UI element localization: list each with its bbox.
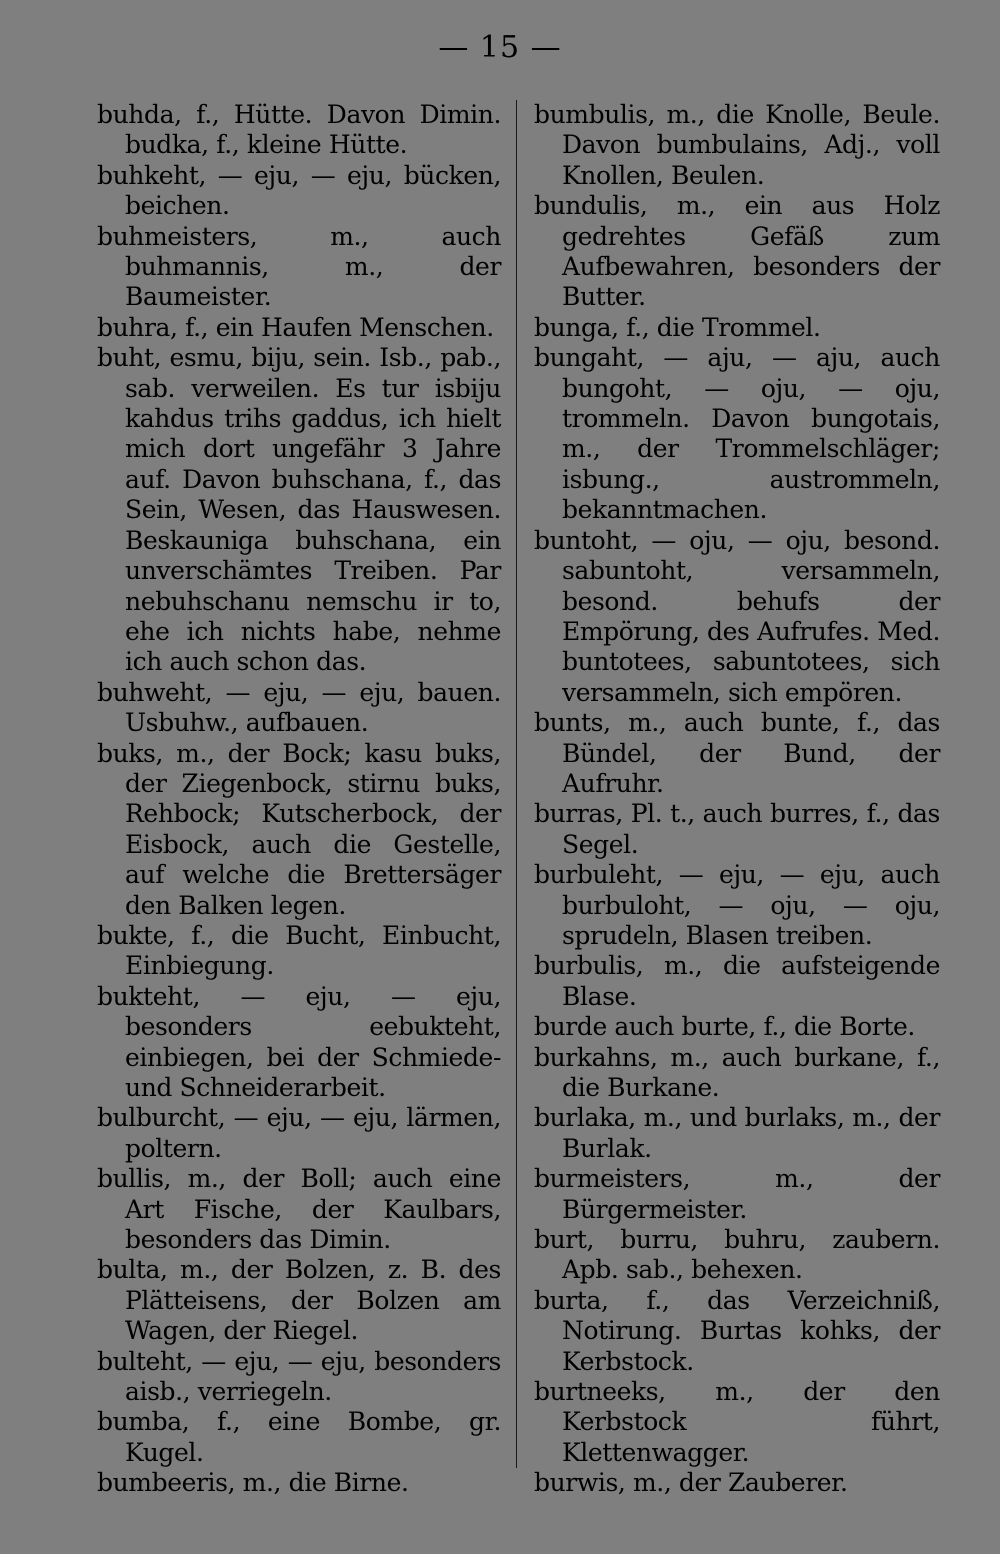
dictionary-entry: buntoht, — oju, — oju, besond. sabuntoht, versammeln, besond. behufs der Empörung, des Aufrufes. Med. buntotees, sabuntotees, sich versammeln, sich empören. — [534, 525, 941, 707]
dictionary-entry: burde auch burte, f., die Borte. — [534, 1012, 915, 1042]
dictionary-entry: bulta, m., der Bolzen, z. B. des Plätteisens, der Bolzen am Wagen, der Riegel. — [97, 1255, 501, 1346]
left-column — [97, 100, 501, 1499]
dictionary-entry: buhmeisters, m., auch buhmannis, m., der Baumeister. — [97, 221, 501, 312]
dictionary-entry: bumbeeris, m., die Birne. — [97, 1468, 409, 1498]
dictionary-entry: bunga, f., die Trommel. — [534, 312, 821, 342]
dictionary-entry: burwis, m., der Zauberer. — [534, 1468, 848, 1498]
dictionary-entry: bumbulis, m., die Knolle, Beule. Davon bumbulains, Adj., voll Knollen, Beulen. — [534, 100, 940, 190]
dictionary-entry: buks, m., der Bock; kasu buks, der Ziegenbock, stirnu buks, Rehbock; Kutscherbock, der Eisbock, auch die Gestelle, auf welche die Brettersäger den Balken legen. — [97, 738, 501, 920]
dictionary-entry: burmeisters, m., der Bürgermeister. — [534, 1164, 940, 1224]
dictionary-entry: buhweht, — eju, — eju, bauen. Usbuhw., aufbauen. — [97, 677, 501, 738]
dictionary-entry: burras, Pl. t., auch burres, f., das Segel. — [534, 799, 940, 859]
dictionary-entry: burt, burru, buhru, zaubern. Apb. sab., behexen. — [534, 1225, 940, 1285]
column-divider — [516, 100, 517, 1468]
dictionary-entry: burlaka, m., und burlaks, m., der Burlak. — [534, 1103, 940, 1163]
dictionary-entry: bungaht, — aju, — aju, auch bungoht, — oju, — oju, trommeln. Davon bungotais, m., der Trommelschläger; isbung., austrommeln, bekanntmachen. — [534, 343, 940, 525]
dictionary-entry: buhkeht, — eju, — eju, bücken, beichen. — [97, 160, 501, 221]
dictionary-entry: burkahns, m., auch burkane, f., die Burkane. — [534, 1042, 940, 1102]
dictionary-entry: bundulis, m., ein aus Holz gedrehtes Gefäß zum Aufbewahren, besonders der Butter. — [534, 191, 940, 312]
dictionary-entry: bukte, f., die Bucht, Einbucht, Einbiegung. — [97, 920, 501, 981]
dictionary-entry: bukteht, — eju, — eju, besonders eebukteht, einbiegen, bei der Schmiede- und Schneiderarbeit. — [97, 981, 501, 1102]
dictionary-entry: bulburcht, — eju, — eju, lärmen, poltern. — [97, 1103, 501, 1163]
dictionary-entry: bullis, m., der Boll; auch eine Art Fische, der Kaulbars, besonders das Dimin. — [97, 1164, 501, 1255]
dictionary-entry: bumba, f., eine Bombe, gr. Kugel. — [97, 1407, 501, 1467]
dictionary-entry: buht, esmu, biju, sein. Isb., pab., sab. verweilen. Es tur isbiju kahdus trihs gaddus, ich hielt mich dort ungefähr 3 Jahre auf. Davon buhschana, f., das Sein, Wesen, das Hauswesen. Beskauniga buhschana, ein unverschämtes Treiben. Par nebuhschanu nemschu ir to, ehe ich nichts habe, nehme ich auch schon das. — [97, 343, 501, 677]
dictionary-entry: burta, f., das Verzeichniß, Notirung. Burtas kohks, der Kerbstock. — [534, 1285, 940, 1376]
dictionary-entry: buhda, f., Hütte. Davon Dimin. budka, f., kleine Hütte. — [97, 100, 501, 160]
dictionary-entry: bulteht, — eju, — eju, besonders aisb., verriegeln. — [97, 1346, 501, 1407]
dictionary-entry: buhra, f., ein Haufen Menschen. — [97, 312, 494, 342]
page-number: — 15 — — [438, 30, 562, 65]
dictionary-entry: burtneeks, m., der den Kerbstock führt, Klettenwagger. — [534, 1377, 940, 1467]
dictionary-entry: burbuleht, — eju, — eju, auch burbuloht, — oju, — oju, sprudeln, Blasen treiben. — [534, 860, 940, 950]
dictionary-entry: bunts, m., auch bunte, f., das Bündel, der Bund, der Aufruhr. — [534, 708, 940, 798]
right-column — [534, 100, 940, 1499]
dictionary-entry: burbulis, m., die aufsteigende Blase. — [534, 951, 940, 1011]
